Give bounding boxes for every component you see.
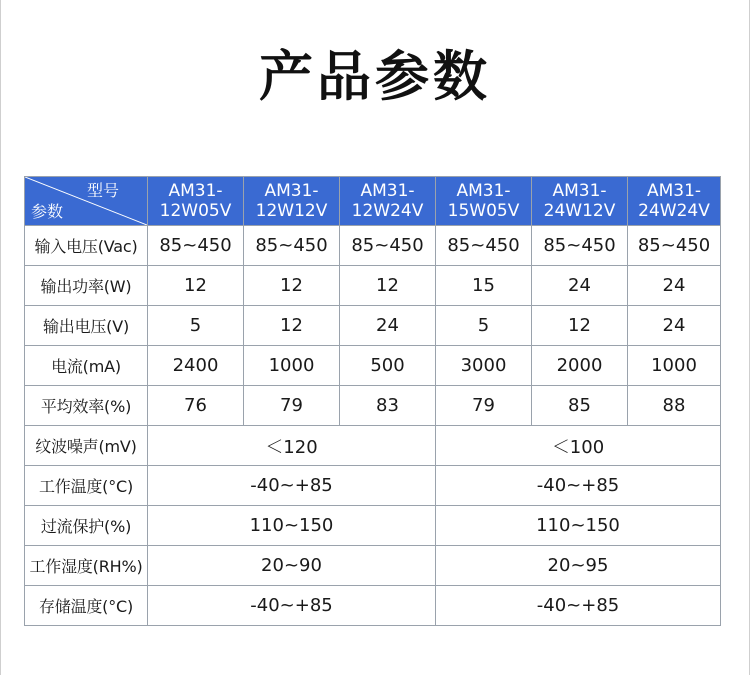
table-cell: 12 <box>244 306 340 346</box>
table-cell: 85 <box>532 386 628 426</box>
row-label: 输出电压(V) <box>25 306 148 346</box>
table-cell: 3000 <box>436 346 532 386</box>
table-cell: 5 <box>436 306 532 346</box>
table-cell: 79 <box>244 386 340 426</box>
model-line2: 12W05V <box>159 201 232 221</box>
table-cell-merged: 110~150 <box>436 506 721 546</box>
row-label: 输入电压(Vac) <box>25 226 148 266</box>
table-cell: 85~450 <box>532 226 628 266</box>
model-line1: AM31- <box>264 181 319 201</box>
table-row <box>25 466 721 506</box>
table-cell: 12 <box>148 266 244 306</box>
row-label: 存储温度(°C) <box>25 586 148 626</box>
table-row <box>25 586 721 626</box>
table-cell: 1000 <box>244 346 340 386</box>
table-cell: 24 <box>628 266 721 306</box>
model-line1: AM31- <box>646 181 702 201</box>
table-cell: 1000 <box>628 346 721 386</box>
row-label: 纹波噪声(mV) <box>25 426 148 466</box>
table-cell-merged: ＜120 <box>148 426 436 466</box>
table-cell: 2000 <box>532 346 628 386</box>
table-cell-merged: -40~+85 <box>436 466 721 506</box>
table-cell: 85~450 <box>244 226 340 266</box>
table-cell: 15 <box>436 266 532 306</box>
table-cell: 12 <box>340 266 436 306</box>
table-cell: 24 <box>532 266 628 306</box>
table-cell: 79 <box>436 386 532 426</box>
spec-table <box>24 176 721 626</box>
row-label: 工作湿度(RH%) <box>25 546 148 586</box>
model-header <box>628 177 721 226</box>
model-line2: 24W24V <box>638 201 710 221</box>
table-cell-merged: ＜100 <box>436 426 721 466</box>
model-header <box>148 177 244 226</box>
row-label: 工作温度(°C) <box>25 466 148 506</box>
row-label: 电流(mA) <box>25 346 148 386</box>
model-line2: 15W05V <box>447 201 520 221</box>
table-row <box>25 306 721 346</box>
row-label: 过流保护(%) <box>25 506 148 546</box>
corner-param-label: 参数 <box>31 202 64 221</box>
model-line1: AM31- <box>360 181 415 201</box>
table-row <box>25 226 721 266</box>
table-cell: 88 <box>628 386 721 426</box>
table-cell: 83 <box>340 386 436 426</box>
table-row <box>25 346 721 386</box>
table-cell: 2400 <box>148 346 244 386</box>
model-line1: AM31- <box>456 181 511 201</box>
model-line1: AM31- <box>168 181 223 201</box>
corner-model-label: 型号 <box>86 181 119 200</box>
table-cell: 85~450 <box>340 226 436 266</box>
table-row <box>25 506 721 546</box>
table-cell: 76 <box>148 386 244 426</box>
model-line2: 12W24V <box>351 201 424 221</box>
table-cell: 85~450 <box>148 226 244 266</box>
row-label: 平均效率(%) <box>25 386 148 426</box>
table-cell: 85~450 <box>628 226 721 266</box>
table-cell: 500 <box>340 346 436 386</box>
table-row <box>25 266 721 306</box>
model-line2: 24W12V <box>543 201 616 221</box>
table-cell-merged: 110~150 <box>148 506 436 546</box>
model-header <box>340 177 436 226</box>
row-label: 输出功率(W) <box>25 266 148 306</box>
table-cell-merged: -40~+85 <box>148 466 436 506</box>
table-row <box>25 386 721 426</box>
table-cell: 24 <box>628 306 721 346</box>
table-cell-merged: 20~90 <box>148 546 436 586</box>
table-cell: 12 <box>532 306 628 346</box>
table-cell: 24 <box>340 306 436 346</box>
table-cell-merged: -40~+85 <box>148 586 436 626</box>
model-line1: AM31- <box>552 181 607 201</box>
table-cell: 85~450 <box>436 226 532 266</box>
table-cell-merged: 20~95 <box>436 546 721 586</box>
table-cell-merged: -40~+85 <box>436 586 721 626</box>
table-cell: 12 <box>244 266 340 306</box>
header-row <box>25 177 721 226</box>
model-header <box>436 177 532 226</box>
corner-cell <box>25 177 148 226</box>
table-cell: 5 <box>148 306 244 346</box>
table-row <box>25 546 721 586</box>
model-line2: 12W12V <box>255 201 328 221</box>
model-header <box>532 177 628 226</box>
model-header <box>244 177 340 226</box>
page-title: 产品参数 <box>259 45 491 108</box>
table-row <box>25 426 721 466</box>
